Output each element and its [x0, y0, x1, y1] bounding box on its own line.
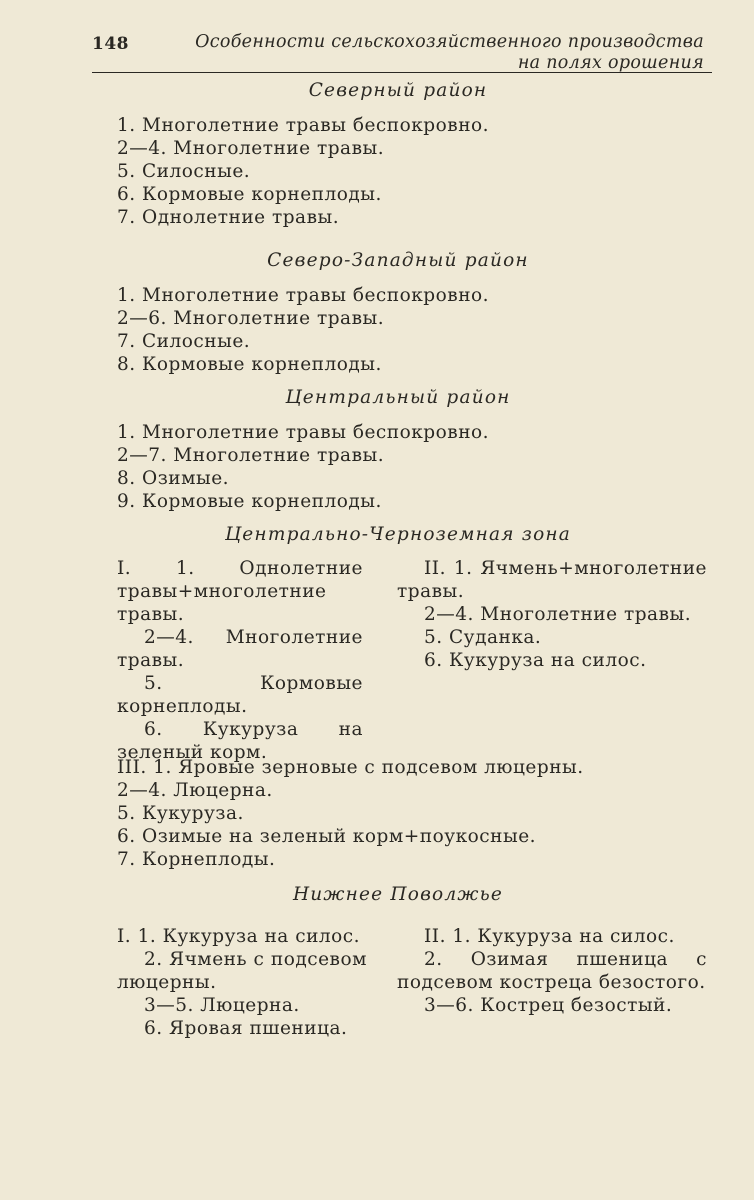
running-title-line-1: Особенности сельскохозяйственного производства: [195, 32, 704, 52]
list-item: 3—6. Кострец безостый.: [424, 995, 673, 1016]
list-item: 1. Многолетние травы беспокровно.: [117, 422, 490, 443]
section-title-povolzhye: Нижнее Поволжье: [292, 884, 504, 905]
list-item: 2. Ячмень с подсевом люцерны.: [117, 949, 367, 993]
section-title-centralny: Центральный район: [285, 387, 511, 408]
list-item: 3—5. Люцерна.: [144, 995, 300, 1016]
list-item: 6. Кукуруза на силос.: [424, 650, 647, 671]
list-item: 5. Кукуруза.: [117, 803, 244, 824]
running-title-line-2: на полях орошения: [517, 53, 704, 73]
chernozem-right-column: [397, 557, 707, 672]
running-title: [195, 32, 704, 74]
section-title-severo-zapadny: Северо-Западный район: [267, 250, 529, 271]
list-item: 5. Силосные.: [117, 161, 251, 182]
list-item: 2—4. Многолетние травы.: [117, 138, 385, 159]
list-item: 2. Озимая пшеница с подсевом костреца безостого.: [397, 949, 707, 993]
list-item: 9. Кормовые корнеплоды.: [117, 491, 382, 512]
list-item: 2—4. Многолетние травы.: [117, 627, 363, 671]
list-item: 7. Силосные.: [117, 331, 251, 352]
list-item: 2—4. Люцерна.: [117, 780, 273, 801]
list-item: 7. Корнеплоды.: [117, 849, 276, 870]
list-severny: [117, 114, 489, 229]
list-chernozem-iii: [117, 756, 584, 871]
list-item: I. 1. Однолетние травы+многолетние травы.: [117, 558, 363, 625]
povolzhye-left-column: [117, 925, 367, 1040]
list-item: II. 1. Ячмень+многолетние травы.: [397, 558, 707, 602]
header-rule: [92, 72, 712, 73]
list-item: 1. Многолетние травы беспокровно.: [117, 115, 490, 136]
list-item: II. 1. Кукуруза на силос.: [424, 926, 675, 947]
list-item: 1. Многолетние травы беспокровно.: [117, 285, 490, 306]
list-item: 6. Кукуруза на зеленый корм.: [117, 719, 363, 763]
list-item: 5. Суданка.: [424, 627, 542, 648]
page-header: [92, 32, 712, 76]
list-item: 7. Однолетние травы.: [117, 207, 340, 228]
list-item: 6. Яровая пшеница.: [144, 1018, 348, 1039]
list-item: III. 1. Яровые зерновые с подсевом люцерны.: [117, 757, 584, 778]
list-severo-zapadny: [117, 284, 489, 376]
povolzhye-right-column: [397, 925, 707, 1017]
list-item: 8. Кормовые корнеплоды.: [117, 354, 382, 375]
section-title-severny: Северный район: [308, 80, 488, 101]
list-item: 2—4. Многолетние травы.: [424, 604, 692, 625]
list-item: I. 1. Кукуруза на силос.: [117, 926, 361, 947]
chernozem-left-column: [117, 557, 363, 764]
list-centralny: [117, 421, 489, 513]
list-item: 2—6. Многолетние травы.: [117, 308, 385, 329]
section-title-chernozem: Центрально-Черноземная зона: [224, 524, 572, 545]
list-item: 5. Кормовые корнеплоды.: [117, 673, 363, 717]
list-item: 6. Кормовые корнеплоды.: [117, 184, 382, 205]
list-item: 6. Озимые на зеленый корм+поукосные.: [117, 826, 537, 847]
list-item: 8. Озимые.: [117, 468, 230, 489]
list-item: 2—7. Многолетние травы.: [117, 445, 385, 466]
page-number: 148: [92, 34, 129, 54]
